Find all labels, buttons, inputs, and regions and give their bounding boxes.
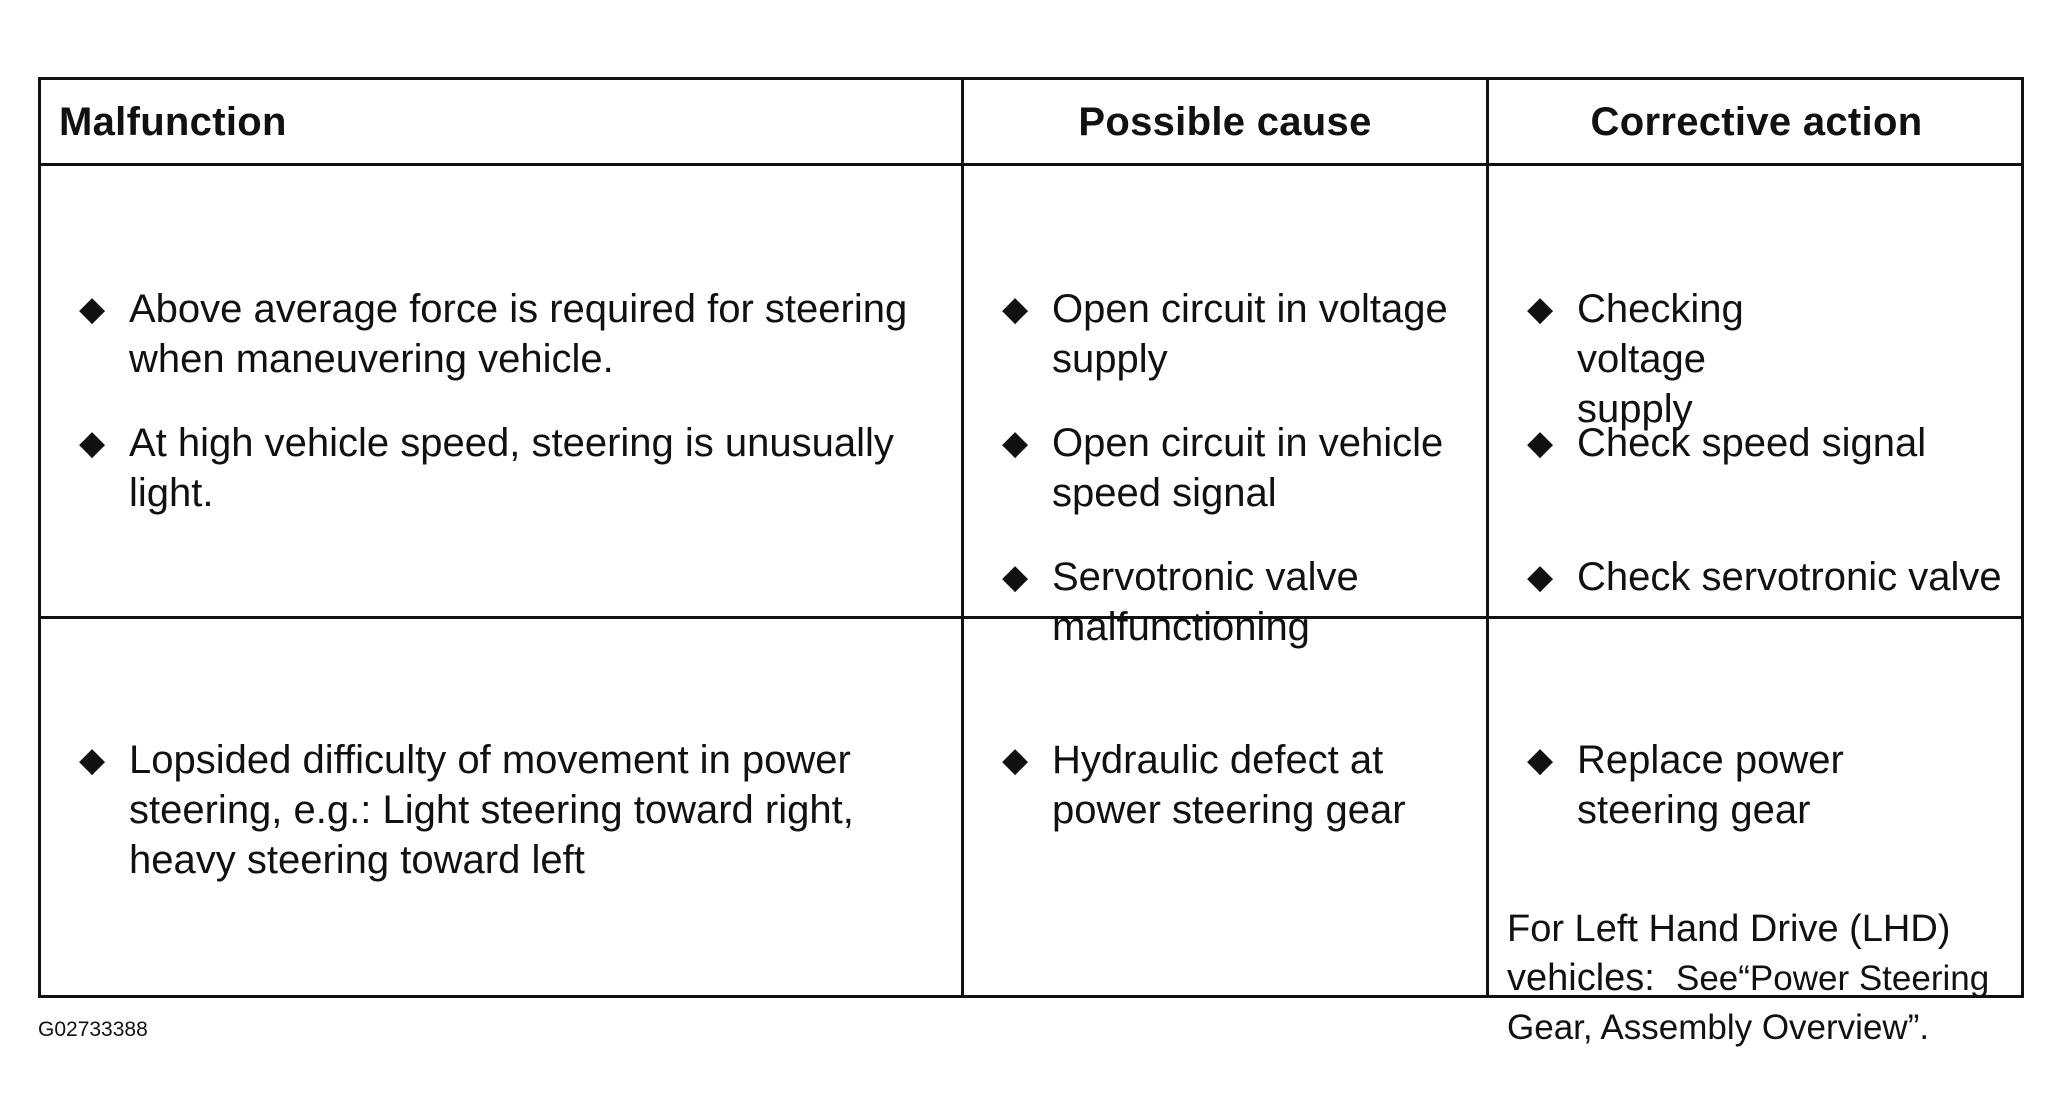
figure-id: G02733388	[38, 1018, 148, 1041]
list-item	[1489, 418, 2014, 468]
list-item	[964, 284, 1466, 384]
list-item	[1489, 552, 2024, 602]
malfunction-text: Above average force is required for steering when maneuvering vehicle.	[129, 287, 908, 381]
header-malfunction: Malfunction	[59, 100, 287, 144]
lhd-reference-note	[1507, 905, 2027, 1052]
diamond-bullet-icon: ◆	[79, 290, 106, 328]
action-text: Checking voltage supply	[1577, 287, 1744, 431]
diamond-bullet-icon: ◆	[1002, 424, 1029, 462]
cause-text: Servotronic valve malfunctioning	[1052, 555, 1359, 649]
note-line: Gear, Assembly Overview”.	[1507, 1008, 1930, 1047]
header-corrective-action: Corrective action	[1590, 100, 1923, 144]
diamond-bullet-icon: ◆	[1002, 290, 1029, 328]
header-possible-cause: Possible cause	[1078, 100, 1372, 144]
list-item	[41, 735, 936, 885]
cause-text: Open circuit in vehicle speed signal	[1052, 421, 1444, 515]
malfunction-text: At high vehicle speed, steering is unusually light.	[129, 421, 894, 515]
list-item	[964, 418, 1466, 518]
row2-malfunction-cell	[41, 619, 961, 995]
row2-cause-cell	[964, 619, 1486, 995]
list-item	[41, 284, 961, 384]
diamond-bullet-icon: ◆	[1527, 558, 1554, 596]
action-text: Replace power steering gear	[1577, 738, 1844, 832]
action-text: Check speed signal	[1577, 421, 1927, 465]
diamond-bullet-icon: ◆	[1527, 424, 1554, 462]
note-line	[1507, 954, 2027, 1003]
note-line: For Left Hand Drive (LHD)	[1507, 908, 1951, 950]
cause-text: Open circuit in voltage supply	[1052, 287, 1448, 381]
row1-malfunction-cell	[41, 166, 961, 616]
diamond-bullet-icon: ◆	[79, 424, 106, 462]
row1-cause-cell	[964, 166, 1486, 649]
note-reference: See“Power Steering	[1675, 959, 1990, 998]
row1-action-cell	[1489, 166, 2024, 616]
list-item	[964, 735, 1466, 835]
list-item	[1489, 284, 1824, 434]
list-item	[1489, 735, 1864, 835]
diamond-bullet-icon: ◆	[79, 741, 106, 779]
diamond-bullet-icon: ◆	[1527, 741, 1554, 779]
list-item	[41, 418, 961, 518]
row2-action-cell	[1489, 619, 2024, 1047]
cause-text: Hydraulic defect at power steering gear	[1052, 738, 1406, 832]
diamond-bullet-icon: ◆	[1002, 558, 1029, 596]
diamond-bullet-icon: ◆	[1527, 290, 1554, 328]
action-text: Check servotronic valve	[1577, 555, 2002, 599]
malfunction-text: Lopsided difficulty of movement in power steering, e.g.: Light steering toward right, heavy steering toward left	[129, 738, 854, 882]
note-lead: vehicles:	[1507, 957, 1655, 999]
diamond-bullet-icon: ◆	[1002, 741, 1029, 779]
